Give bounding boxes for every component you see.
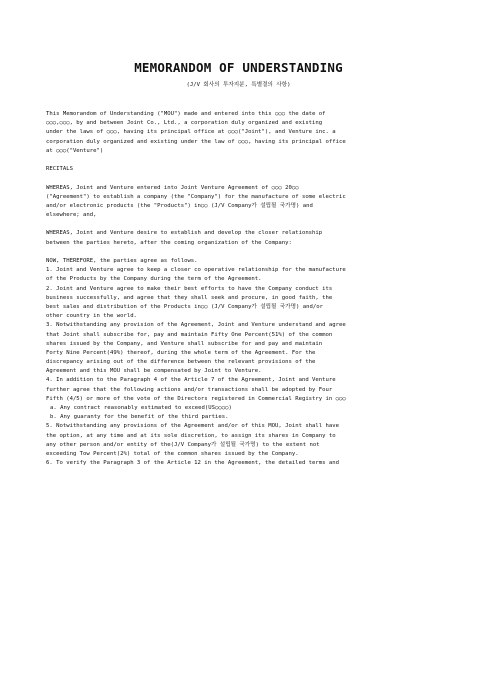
document-body xyxy=(46,110,438,468)
now-therefore-line: NOW, THEREFORE, the parties agree as follows. xyxy=(46,258,198,264)
whereas-line: WHEREAS, Joint and Venture entered into Joint Venture Agreement of ○○○ 20○○ xyxy=(46,184,299,191)
clause-line: 1. Joint and Venture agree to keep a closer co operative relationship for the manufacture xyxy=(46,267,346,274)
clause-line: Agreement and this MOU shall be compensated by Joint to Venture. xyxy=(46,368,262,375)
clause-line: 2. Joint and Venture agree to make their best efforts to have the Company conduct its xyxy=(46,285,333,292)
intro-line: at ○○○("Venture") xyxy=(46,147,104,154)
clause-line: business successfully, and agree that they shall seek and procure, in good faith, the xyxy=(46,294,333,301)
clause-line: Fifth (4/5) or more of the vote of the Directors registered in Commercial Registry in ○○○ xyxy=(46,395,346,402)
clause-line: discrepancy arising out of the difference between the relevant provisions of the xyxy=(46,359,316,366)
clause-line: other country in the world. xyxy=(46,313,137,320)
clause-line: exceeding Tow Percent(2%) total of the common shares issued by the Company. xyxy=(46,450,299,457)
clause-line: that Joint shall subscribe for, pay and maintain Fifty One Percent(51%) of the common xyxy=(46,331,333,338)
sub-item-line: b. Any guaranty for the benefit of the third parties. xyxy=(50,414,229,421)
whereas-line: between the parties hereto, after the coming organization of the Company: xyxy=(46,239,292,246)
clause-line: shares issued by the Company, and Venture shall subscribe for and pay and maintain xyxy=(46,340,323,347)
intro-line: under the laws of ○○○, having its principal office at ○○○("Joint"), and Venture inc. a xyxy=(46,129,336,136)
clause-line: 5. Notwithstanding any provisions of the Agreement and/or of this MOU, Joint shall have xyxy=(46,423,339,430)
intro-line: ○○○,○○○, by and between Joint Co., Ltd., a corporation duly organized and existing xyxy=(46,120,323,127)
sub-item-line: a. Any contract reasonably estimated to exceed(US○○○○) xyxy=(50,405,232,411)
intro-line: corporation duly organized and existing under the law of ○○○, having its principal office xyxy=(46,138,346,145)
whereas-line: ("Agreement") to establish a company (the "Company") for the manufacture of some electric xyxy=(46,193,346,200)
clause-line: of the Products by the Company during the term of the Agreement. xyxy=(46,276,262,283)
clause-line: 4. In addition to the Paragraph 4 of the Article 7 of the Agreement, Joint and Venture xyxy=(46,377,336,384)
document-title: MEMORANDOM OF UNDERSTANDING xyxy=(134,60,343,75)
clause-line: any other person and/or entity of the(J/V Company가 설립될 국가명) to the extent not xyxy=(46,441,320,448)
clause-line: further agree that the following actions and/or transactions shall be adopted by Four xyxy=(46,386,333,393)
clause-line: Forty Nine Percent(49%) thereof, during the whole term of the Agreement. For the xyxy=(46,349,316,356)
clause-line: best sales and distribution of the Products in○○ (J/V Company가 설립될 국가명) and/or xyxy=(46,303,323,310)
whereas-line: WHEREAS, Joint and Venture desire to establish and develop the closer relationship xyxy=(46,230,323,237)
whereas-line: elsewhere; and, xyxy=(46,212,97,219)
whereas-line: and/or electronic products (the "Products") in○○ (J/V Company가 설립될 국가명) and xyxy=(46,202,313,209)
clause-line: 3. Notwithstanding any provision of the Agreement, Joint and Venture understand and agree xyxy=(46,322,346,329)
clause-line: the option, at any time and at its sole discretion, to assign its shares in Company to xyxy=(46,432,336,439)
clause-line: 6. To verify the Paragraph 3 of the Article 12 in the Agreement, the detailed terms and xyxy=(46,460,339,467)
intro-line: This Memorandom of Understanding ("MOU") made and entered into this ○○○ the date of xyxy=(46,111,326,117)
document-subtitle: (J/V 회사의 투자지분, 특별결의 사항) xyxy=(186,82,291,88)
recitals-heading: RECITALS xyxy=(46,166,73,173)
